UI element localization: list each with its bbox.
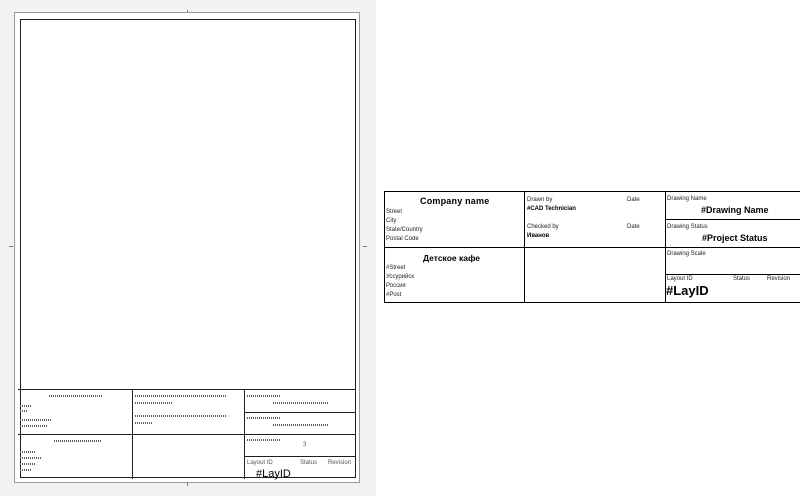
checked-date-label: Date: [627, 224, 640, 230]
company-street: Street: [386, 209, 403, 215]
drawing-status-label: Drawing Status: [667, 224, 708, 230]
mini-client-lines: [20, 469, 32, 471]
mini-drawing-lines: [247, 417, 280, 419]
mini-drawn-lines: [135, 422, 152, 424]
company-city: City: [386, 218, 397, 224]
company-postal-code: Postal Code: [386, 236, 419, 242]
left-center-marker: [9, 246, 13, 247]
mini-drawing-lines: [273, 424, 329, 426]
mini-layout-label: Layout ID: [247, 460, 273, 466]
mini-status-label: Status: [300, 460, 318, 466]
layout-id-label: Layout ID: [667, 276, 693, 282]
checked-by-value: Иванов: [527, 233, 550, 239]
mini-company-lines: [20, 419, 51, 421]
client-city: Уссурийск: [386, 274, 415, 280]
mini-company-lines: [20, 410, 28, 412]
mini-drawing-lines: [247, 395, 280, 397]
layout-status-label: Status: [733, 276, 751, 282]
mini-horizontal-divider-3: [244, 456, 355, 457]
drawn-date-label: Date: [627, 197, 640, 203]
mini-drawing-lines: [247, 439, 280, 441]
company-state: State/Country: [386, 227, 423, 233]
client-post: #Post: [386, 292, 402, 298]
layout-revision-label: Revision: [767, 276, 791, 282]
right-center-marker: [363, 246, 367, 247]
sheet-page: [14, 12, 360, 483]
mini-drawing-lines: [273, 402, 329, 404]
drawing-name-value: #Drawing Name: [701, 205, 769, 215]
mini-drawn-lines: [135, 415, 227, 417]
client-name: Детское кафе: [423, 253, 481, 263]
drawing-scale-label: Drawing Scale: [667, 251, 706, 257]
company-name: Company name: [420, 196, 490, 206]
mini-client-lines: [20, 463, 35, 465]
mini-client-lines: [20, 457, 42, 459]
mini-scale-value: 3: [303, 442, 307, 448]
title-block: [384, 191, 800, 303]
mini-company-lines: [49, 395, 103, 397]
mini-drawn-lines: [135, 402, 173, 404]
mini-client-lines: [20, 451, 35, 453]
drawn-by-value: #CAD Technician: [527, 206, 576, 212]
horizontal-divider-scale-layout: [665, 274, 800, 275]
mini-revision-label: Revision: [328, 460, 352, 466]
mini-company-lines: [20, 405, 32, 407]
mini-client-lines: [54, 440, 102, 442]
horizontal-divider-name-status: [665, 219, 800, 220]
mini-company-lines: [20, 425, 47, 427]
mini-drawn-lines: [135, 395, 227, 397]
drawn-by-label: Drawn by: [527, 197, 553, 203]
mini-layout-id: #LayID: [256, 468, 291, 480]
mini-title-block: [18, 389, 355, 478]
client-street: #Street: [386, 265, 406, 271]
drawing-name-label: Drawing Name: [667, 196, 707, 202]
mini-horizontal-divider-2: [244, 412, 355, 413]
client-country: Россия: [386, 283, 406, 289]
drawing-status-value: #Project Status: [702, 233, 768, 243]
mini-horizontal-divider-1: [18, 434, 355, 435]
checked-by-label: Checked by: [527, 224, 559, 230]
layout-id-value: #LayID: [666, 283, 709, 298]
page-preview-panel: [0, 0, 376, 496]
horizontal-divider-main: [385, 247, 800, 248]
